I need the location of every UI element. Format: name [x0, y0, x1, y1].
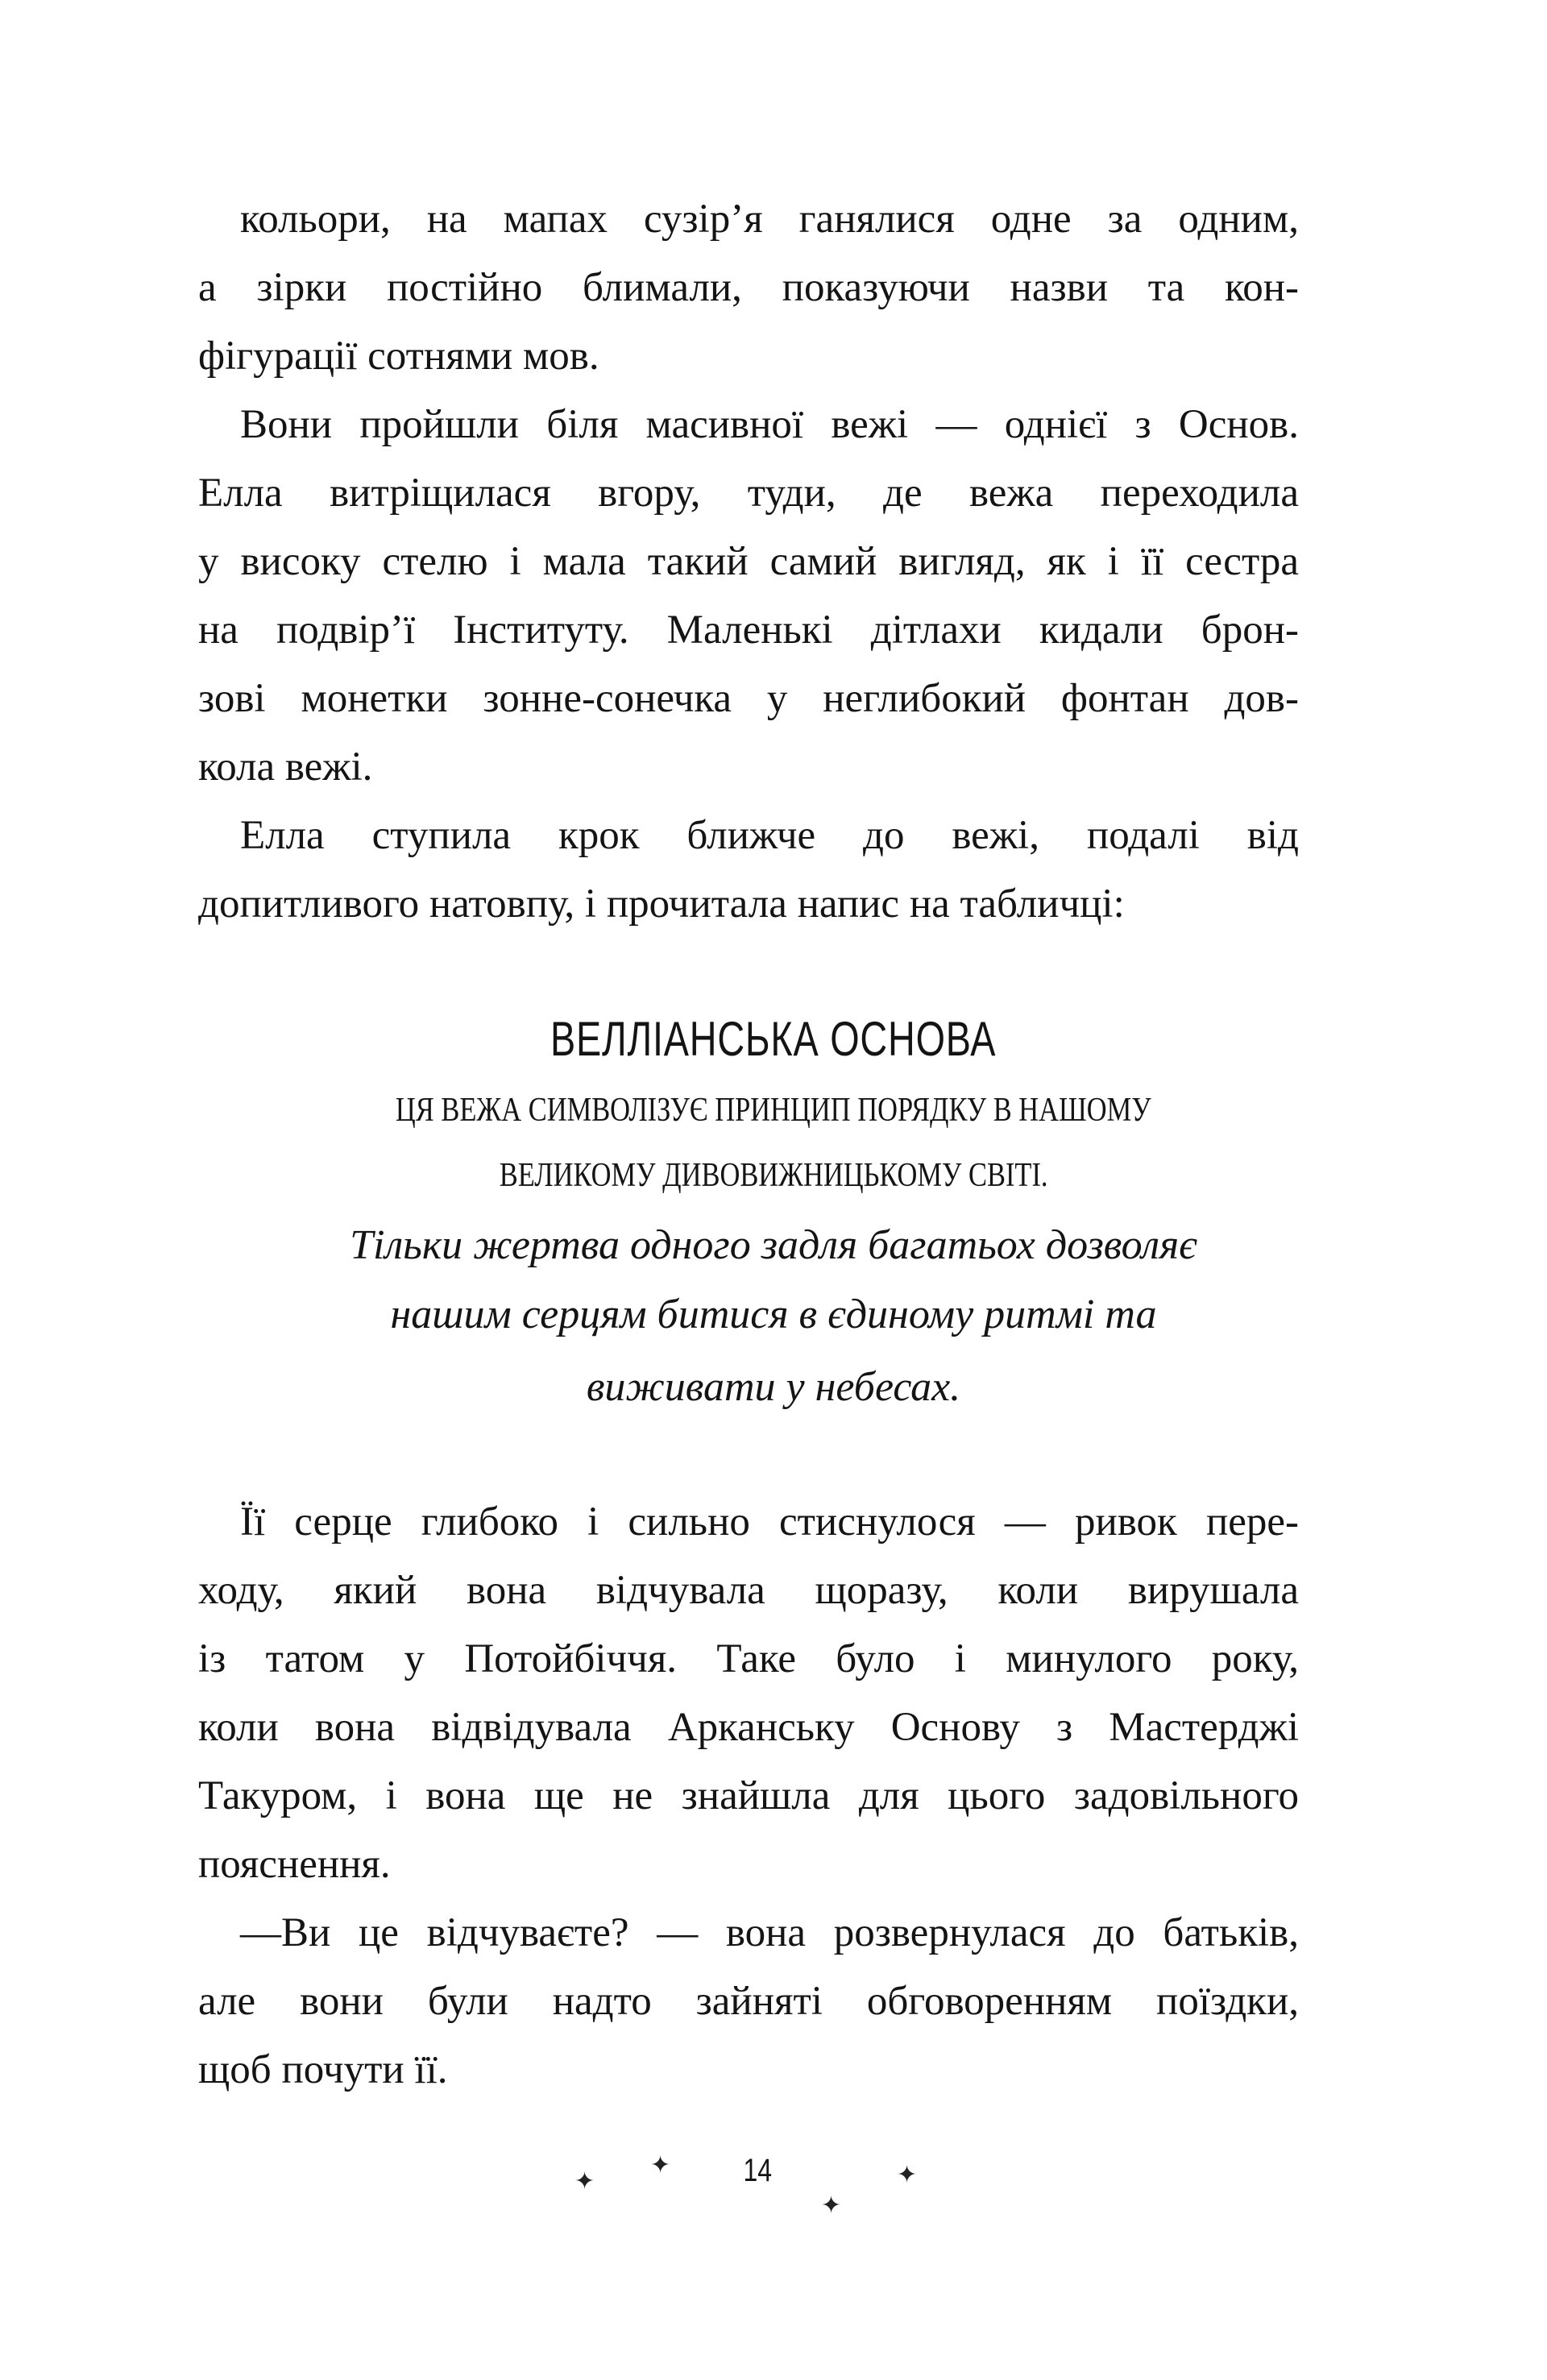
paragraph-line: Елла ступила крок ближче до вежі, подалі від [240, 813, 1299, 858]
paragraph-line: кола вежі. [198, 744, 373, 790]
paragraph-line: зові монетки зонне-сонечка у неглибокий фонтан дов- [198, 676, 1299, 721]
plaque-motto-line: виживати у небесах. [586, 1364, 961, 1410]
star-icon: ✦ [897, 2162, 918, 2188]
star-icon: ✦ [574, 2168, 595, 2195]
paragraph-line: але вони були надто зайняті обговоренням поїздки, [198, 1979, 1299, 2024]
paragraph-line: а зірки постійно блимали, показуючи назви та кон- [198, 265, 1299, 310]
plaque-subtitle-line: ЦЯ ВЕЖА СИМВОЛІЗУЄ ПРИНЦИП ПОРЯДКУ В НАШОМУ [396, 1092, 1151, 1129]
plaque-title: ВЕЛЛІАНСЬКА ОСНОВА [550, 1012, 997, 1066]
paragraph-line: пояснення. [198, 1842, 391, 1887]
paragraph-line: —Ви це відчуваєте? — вона розвернулася до батьків, [240, 1910, 1299, 1955]
plaque-motto-line: Тільки жертва одного задля багатьох дозволяє [350, 1222, 1197, 1268]
star-icon: ✦ [650, 2152, 671, 2179]
paragraph-line: ходу, який вона відчувала щоразу, коли вирушала [198, 1568, 1299, 1613]
paragraph-line: із татом у Потойбіччя. Таке було і минулого року, [198, 1636, 1299, 1681]
paragraph-line: Елла витріщилася вгору, туди, де вежа переходила [198, 471, 1299, 516]
page-number: 14 [743, 2153, 773, 2188]
paragraph-line: щоб почути її. [198, 2047, 448, 2092]
paragraph-line: у високу стелю і мала такий самий вигляд, як і її сестра [198, 539, 1299, 584]
paragraph-line: фігурації сотнями мов. [198, 334, 599, 379]
paragraph-line: Такуром, і вона ще не знайшла для цього задовільного [198, 1773, 1299, 1818]
paragraph-line: допитливого натовпу, і прочитала напис на табличці: [198, 881, 1125, 927]
paragraph-line: коли вона відвідувала Арканську Основу з Мастерджі [198, 1705, 1299, 1750]
star-icon: ✦ [821, 2192, 842, 2219]
paragraph-line: Її серце глибоко і сильно стиснулося — ривок пере- [240, 1499, 1299, 1545]
paragraph-line: на подвір’ї Інституту. Маленькі дітлахи кидали брон- [198, 607, 1299, 653]
text-section-1 [198, 185, 1299, 939]
plaque-subtitle-line: ВЕЛИКОМУ ДИВОВИЖНИЦЬКОМУ СВІТІ. [499, 1157, 1048, 1194]
paragraph-line: Вони пройшли біля масивної вежі — однієї з Основ. [240, 402, 1299, 447]
paragraph-line: кольори, на мапах сузір’я ганялися одне за одним, [240, 197, 1299, 242]
text-section-2 [198, 1488, 1299, 2104]
plaque-motto-line: нашим серцям битися в єдиному ритмі та [390, 1292, 1157, 1337]
